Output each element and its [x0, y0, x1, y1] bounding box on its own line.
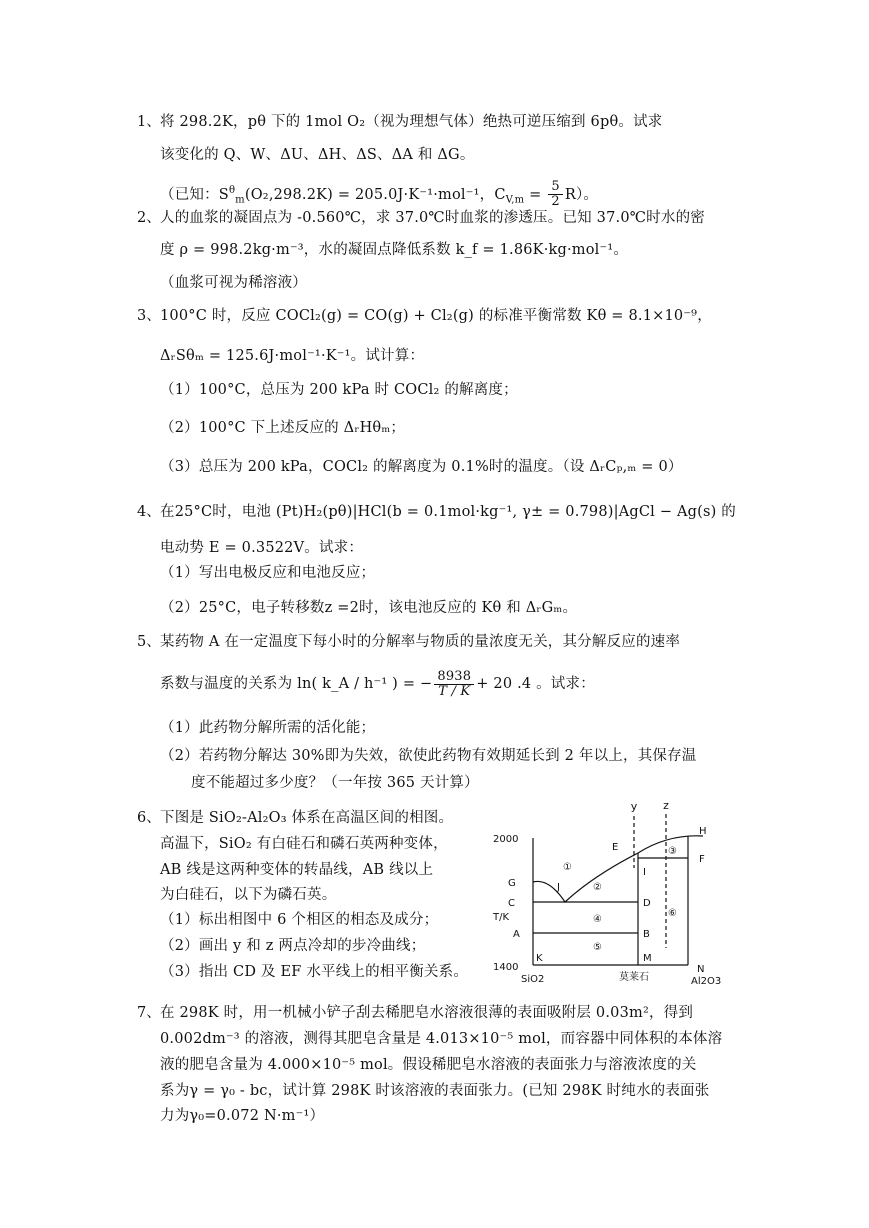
q7-line3: 液的肥皂含量为 4.000×10⁻⁵ mol。假设稀肥皂水溶液的表面张力与溶液浓度的关	[160, 1057, 697, 1073]
q1-fraction: $\frac{5}{2}$	[548, 180, 562, 209]
label-F: F	[699, 854, 705, 865]
q5-line4: （2）若药物分解达 30%即为失效，欲使此药物有效期延长到 2 年以上，其保存温	[160, 748, 697, 764]
tick-1400: 1400	[493, 962, 519, 973]
q3-line3: （1）100°C，总压为 200 kPa 时 COCl₂ 的解离度；	[160, 382, 518, 398]
q6-line3: AB 线是这两种变体的转晶线，AB 线以上	[160, 862, 434, 878]
q1-line2: 该变化的 Q、W、ΔU、ΔH、ΔS、ΔA 和 ΔG。	[160, 147, 475, 163]
q1-line3: （已知：$S^\theta_m(O_2,298.2K) = 205.0J\cdot K^{-1}\cdot mol^{-1}$，$C_{V,m}$ = $\frac{5}{2}$ R）。	[160, 179, 599, 210]
q6-line1: 下图是 SiO₂-Al₂O₃ 体系在高温区间的相图。	[160, 810, 454, 826]
q6-line5: （1）标出相图中 6 个相区的相态及成分；	[160, 912, 439, 928]
label-M: M	[643, 953, 652, 964]
q7-line2: 0.002dm⁻³ 的溶液，测得其肥皂含量是 4.013×10⁻⁵ mol，而容器中同体积的本体溶	[160, 1031, 723, 1047]
q4-line1: 在25°C时，电池 (Pt)H₂(pθ)|HCl(b = 0.1mol·kg⁻¹, γ± = 0.798)|AgCl − Ag(s) 的	[160, 504, 736, 520]
q4-line4: （2）25°C，电子转移数z =2时，该电池反应的 Kθ 和 ΔᵣGₘ。	[160, 600, 578, 616]
q6-line2: 高温下，SiO₂ 有白硅石和磷石英两种变体，	[160, 836, 448, 852]
q5-line5: 度不能超过多少度？（一年按 365 天计算）	[191, 775, 479, 791]
q5-line1: 某药物 A 在一定温度下每小时的分解率与物质的量浓度无关，其分解反应的速率	[160, 634, 681, 650]
q3-number: 3、	[137, 308, 161, 324]
q4-line3: （1）写出电极反应和电池反应；	[160, 565, 376, 581]
label-H: H	[699, 826, 707, 837]
label-B: B	[643, 929, 650, 940]
q6-number: 6、	[137, 810, 161, 826]
region-5: ⑤	[593, 942, 602, 953]
q4-line2: 电动势 E = 0.3522V。试求：	[160, 540, 364, 556]
q3-line2: ΔᵣSθₘ = 125.6J·mol⁻¹·K⁻¹。试计算：	[160, 348, 425, 364]
q3-line4: （2）100°C 下上述反应的 ΔᵣHθₘ；	[160, 420, 406, 436]
q2-line3: （血浆可视为稀溶液）	[160, 275, 307, 291]
phase-diagram	[483, 798, 733, 988]
q2-line1: 人的血浆的凝固点为 -0.560℃，求 37.0℃时血浆的渗透压。已知 37.0℃时水的密	[160, 210, 705, 226]
label-A: A	[513, 929, 520, 940]
q3-line1: 100°C 时，反应 COCl₂(g) = CO(g) + Cl₂(g) 的标准平衡常数 Kθ = 8.1×10⁻⁹，	[160, 308, 712, 324]
q6-line7: （3）指出 CD 及 EF 水平线上的相平衡关系。	[160, 964, 469, 980]
label-K: K	[536, 953, 543, 964]
region-4: ④	[593, 914, 602, 925]
label-N: N	[697, 964, 705, 975]
axis-label: T/K	[493, 912, 510, 923]
q7-number: 7、	[137, 1005, 161, 1021]
q2-number: 2、	[137, 210, 161, 226]
region-2: ②	[593, 882, 602, 893]
q5-number: 5、	[137, 634, 161, 650]
label-I: I	[643, 867, 646, 878]
q6-line4: 为白硅石，以下为磷石英。	[160, 887, 337, 903]
q1-number: 1、	[137, 114, 161, 130]
label-C: C	[508, 898, 515, 909]
label-D: D	[643, 898, 651, 909]
liquidus-left-curve	[533, 853, 638, 902]
q4-number: 4、	[137, 504, 161, 520]
q5-fraction: $\frac{8938}{T / K}$	[434, 670, 474, 699]
tick-2000: 2000	[493, 834, 519, 845]
label-al2o3: Al2O3	[691, 976, 722, 987]
region-3: ③	[668, 846, 677, 857]
q6-line6: （2）画出 y 和 z 两点冷却的步冷曲线；	[160, 938, 426, 954]
q2-line2: 度 ρ = 998.2kg·m⁻³，水的凝固点降低系数 k_f = 1.86K·kg·mol⁻¹。	[160, 242, 629, 258]
q3-line5: （3）总压为 200 kPa，COCl₂ 的解离度为 0.1%时的温度。（设 ΔᵣCₚ,ₘ = 0）	[160, 459, 683, 475]
label-sio2: SiO2	[521, 974, 545, 985]
q7-line1: 在 298K 时，用一机械小铲子刮去稀肥皂水溶液很薄的表面吸附层 0.03m²，得到	[160, 1005, 694, 1021]
region-6: ⑥	[668, 908, 677, 919]
label-mullite: 莫莱石	[619, 972, 649, 983]
label-G: G	[508, 878, 516, 889]
q5-line2: 系数与温度的关系为 ln( k_A / h⁻¹ ) = − $\frac{8938}{T / K}$ + 20 .4 。试求：	[160, 668, 595, 699]
label-y: y	[630, 800, 638, 813]
region-1: ①	[563, 862, 572, 873]
q7-line4: 系为γ = γ₀ - bc，试计算 298K 时该溶液的表面张力。(已知 298K 时纯水的表面张	[160, 1083, 710, 1099]
label-J: J	[557, 882, 560, 893]
q1-line1: 将 298.2K，pθ 下的 1mol O₂（视为理想气体）绝热可逆压缩到 6pθ。试求	[160, 114, 663, 130]
label-z: z	[663, 799, 669, 812]
q7-line5: 力为γ₀=0.072 N·m⁻¹）	[160, 1108, 325, 1124]
label-E: E	[612, 842, 619, 853]
q5-line3: （1）此药物分解所需的活化能；	[160, 720, 376, 736]
